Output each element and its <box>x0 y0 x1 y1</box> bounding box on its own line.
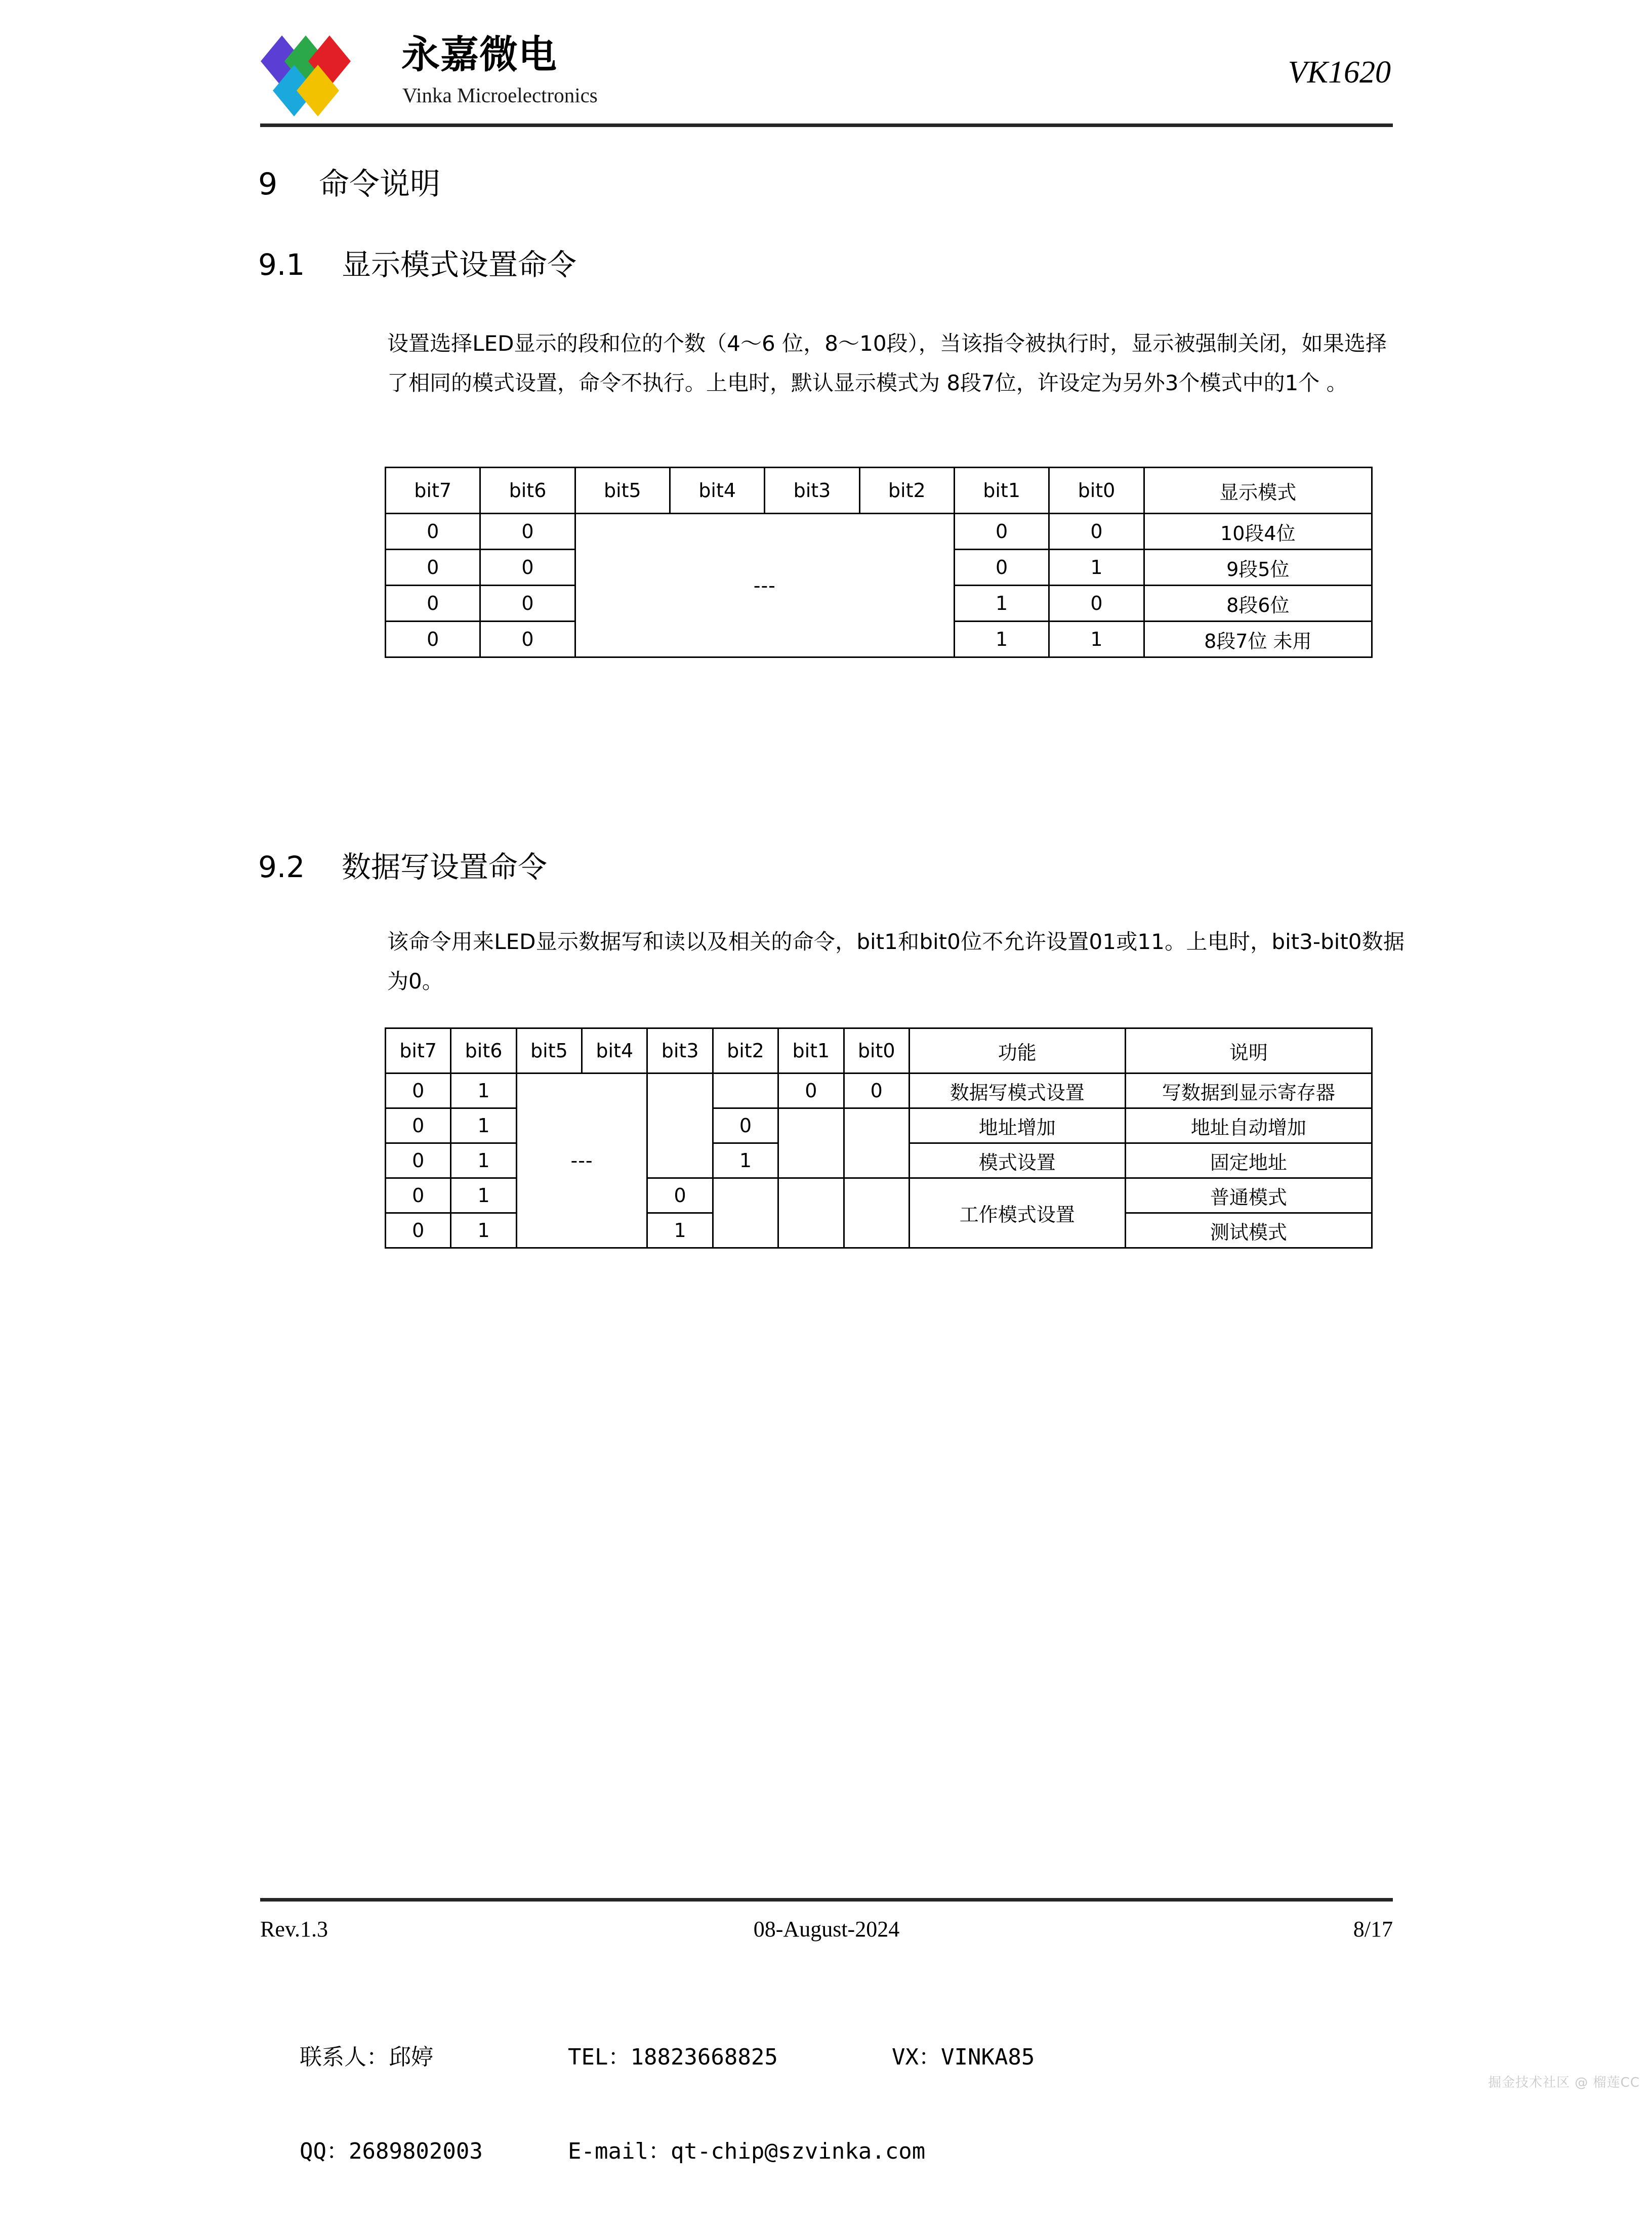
contact-line-1 <box>300 2042 1035 2073</box>
col-bit0: bit0 <box>1049 468 1144 514</box>
cell-bit3: 1 <box>647 1213 713 1248</box>
page-header <box>0 0 1652 137</box>
header-divider <box>260 123 1393 127</box>
footer-divider <box>260 1898 1393 1902</box>
heading-9-number: 9 <box>258 167 278 202</box>
heading-92-number: 9.2 <box>258 850 305 884</box>
cell-bit6: 1 <box>451 1143 516 1178</box>
table-row <box>386 1073 1372 1108</box>
cell-bit0 <box>844 1178 909 1248</box>
cell-bit7: 0 <box>386 622 480 657</box>
cell-bit2 <box>713 1073 778 1108</box>
cell-description: 测试模式 <box>1125 1213 1372 1248</box>
logo-english-name: Vinka Microelectronics <box>402 84 598 107</box>
col-bit1: bit1 <box>778 1028 844 1073</box>
cell-bit6: 1 <box>451 1108 516 1143</box>
col-bit1: bit1 <box>954 468 1049 514</box>
contact-block <box>300 1979 1035 2230</box>
cell-function: 工作模式设置 <box>909 1178 1125 1248</box>
contact-email: E-mail：qt-chip@szvinka.com <box>568 2138 926 2164</box>
data-write-command-table <box>385 1027 1373 1249</box>
footer-page-number: 8/17 <box>1353 1917 1393 1942</box>
cell-bit2: 1 <box>713 1143 778 1178</box>
cell-bit3 <box>647 1073 713 1178</box>
watermark-text: 掘金技术社区 @ 榴莲CC <box>1488 2075 1640 2090</box>
col-description: 说明 <box>1125 1028 1372 1073</box>
contact-qq: QQ：2689802003 <box>300 2138 483 2164</box>
cell-function: 数据写模式设置 <box>909 1073 1125 1108</box>
cell-description: 普通模式 <box>1125 1178 1372 1213</box>
cell-mode: 9段5位 <box>1144 550 1372 586</box>
contact-line-2 <box>300 2136 1035 2167</box>
cell-bit7: 0 <box>386 1213 451 1248</box>
heading-section-9-1 <box>258 248 576 281</box>
col-bit7: bit7 <box>386 1028 451 1073</box>
col-bit7: bit7 <box>386 468 480 514</box>
cell-bit0: 1 <box>1049 550 1144 586</box>
paragraph-9-2: 该命令用来LED显示数据写和读以及相关的命令，bit1和bit0位不允许设置01或11。上电时，bit3-bit0数据为0。 <box>387 929 1405 994</box>
cell-bit7: 0 <box>386 1073 451 1108</box>
cell-bit6: 1 <box>451 1073 516 1108</box>
col-bit6: bit6 <box>451 1028 516 1073</box>
cell-bit0: 0 <box>1049 514 1144 550</box>
heading-91-title: 显示模式设置命令 <box>342 247 577 282</box>
cell-function: 地址增加 <box>909 1108 1125 1143</box>
cell-mode: 8段7位 未用 <box>1144 622 1372 657</box>
cell-bit2: 0 <box>713 1108 778 1143</box>
cell-bit1: 1 <box>954 622 1049 657</box>
logo-chinese-name: 永嘉微电 <box>401 32 557 77</box>
paragraph-9-1: 设置选择LED显示的段和位的个数（4～6 位，8～10段），当该指令被执行时，显示被强制关闭，如果选择了相同的模式设置，命令不执行。上电时，默认显示模式为 8段7位，许设定为另外3个模式中的1个 。 <box>387 331 1387 395</box>
cell-description: 固定地址 <box>1125 1143 1372 1178</box>
col-bit3: bit3 <box>647 1028 713 1073</box>
cell-dash-span: --- <box>575 514 954 657</box>
cell-bit7: 0 <box>386 514 480 550</box>
vinka-diamond-logo-icon <box>261 33 393 118</box>
cell-bit6: 0 <box>480 586 575 622</box>
table-row <box>386 514 1372 550</box>
cell-bit7: 0 <box>386 586 480 622</box>
cell-bit6: 0 <box>480 514 575 550</box>
col-bit2: bit2 <box>859 468 954 514</box>
cell-bit7: 0 <box>386 1178 451 1213</box>
page-footer <box>260 1914 1393 1945</box>
cell-bit7: 0 <box>386 1108 451 1143</box>
heading-92-title: 数据写设置命令 <box>342 850 548 884</box>
contact-tel: TEL：18823668825 <box>568 2044 778 2070</box>
contact-vx: VX：VINKA85 <box>892 2044 1035 2070</box>
footer-date: 08-August-2024 <box>753 1917 900 1942</box>
col-bit5: bit5 <box>575 468 670 514</box>
col-function: 功能 <box>909 1028 1125 1073</box>
col-bit2: bit2 <box>713 1028 778 1073</box>
cell-bit1: 0 <box>954 514 1049 550</box>
heading-section-9-2 <box>258 850 547 884</box>
heading-91-number: 9.1 <box>258 247 305 282</box>
table-header-row <box>386 468 1372 514</box>
table-header-row <box>386 1028 1372 1073</box>
cell-mode: 8段6位 <box>1144 586 1372 622</box>
col-bit0: bit0 <box>844 1028 909 1073</box>
cell-bit1 <box>778 1178 844 1248</box>
cell-bit6: 0 <box>480 622 575 657</box>
heading-9-title: 命令说明 <box>319 167 440 202</box>
cell-bit0 <box>844 1108 909 1178</box>
part-number-title: VK1620 <box>1288 55 1391 90</box>
cell-bit0: 1 <box>1049 622 1144 657</box>
cell-bit1: 0 <box>954 550 1049 586</box>
cell-description: 写数据到显示寄存器 <box>1125 1073 1372 1108</box>
heading-section-9 <box>258 167 440 201</box>
col-display-mode: 显示模式 <box>1144 468 1372 514</box>
cell-bit1: 0 <box>778 1073 844 1108</box>
cell-bit3: 0 <box>647 1178 713 1213</box>
company-logo <box>261 31 598 120</box>
cell-bit1 <box>778 1108 844 1178</box>
col-bit5: bit5 <box>516 1028 582 1073</box>
col-bit3: bit3 <box>765 468 859 514</box>
cell-bit6: 0 <box>480 550 575 586</box>
col-bit6: bit6 <box>480 468 575 514</box>
cell-bit2 <box>713 1178 778 1248</box>
cell-bit0: 0 <box>1049 586 1144 622</box>
cell-bit6: 1 <box>451 1213 516 1248</box>
cell-bit0: 0 <box>844 1073 909 1108</box>
cell-function: 模式设置 <box>909 1143 1125 1178</box>
display-mode-table <box>385 467 1373 658</box>
footer-revision: Rev.1.3 <box>260 1917 328 1942</box>
cell-mode: 10段4位 <box>1144 514 1372 550</box>
cell-bit1: 1 <box>954 586 1049 622</box>
cell-bit7: 0 <box>386 1143 451 1178</box>
cell-dash-span: --- <box>516 1073 647 1248</box>
cell-bit7: 0 <box>386 550 480 586</box>
cell-description: 地址自动增加 <box>1125 1108 1372 1143</box>
contact-person: 联系人：邱婷 <box>300 2044 433 2070</box>
cell-bit6: 1 <box>451 1178 516 1213</box>
col-bit4: bit4 <box>582 1028 647 1073</box>
col-bit4: bit4 <box>670 468 764 514</box>
